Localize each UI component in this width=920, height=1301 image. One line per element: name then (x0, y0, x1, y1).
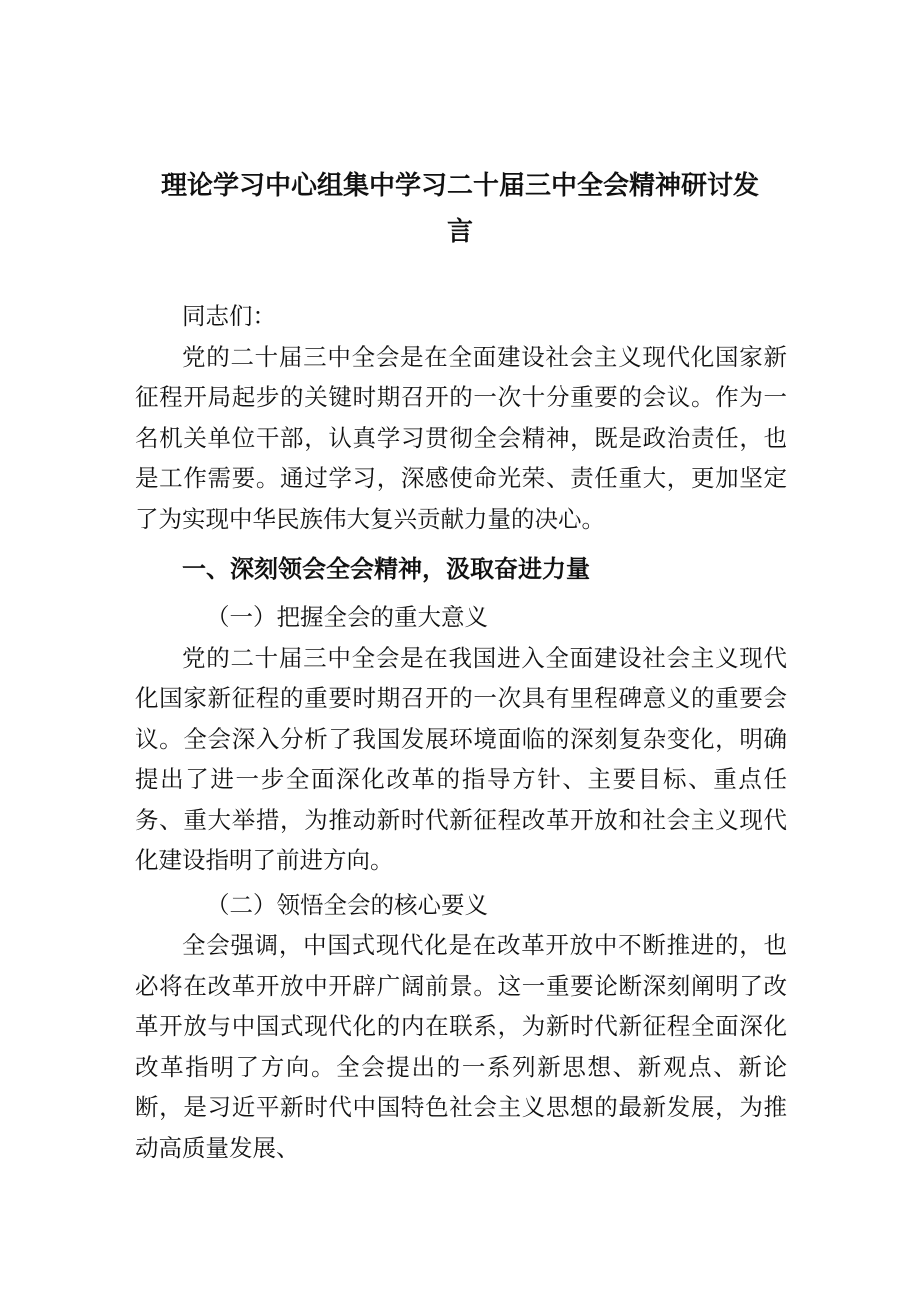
intro-paragraph: 党的二十届三中全会是在全面建设社会主义现代化国家新征程开局起步的关键时期召开的一次十分重要的会议。作为一名机关单位干部，认真学习贯彻全会精神，既是政治责任，也是工作需要。通过学习，深感使命光荣、责任重大，更加坚定了为实现中华民族伟大复兴贡献力量的决心。 (135, 342, 787, 533)
subsection-heading-2: （二）领悟全会的核心要义 (206, 890, 488, 919)
title-line-1: 理论学习中心组集中学习二十届三中全会精神研讨发 (160, 171, 759, 201)
document-body (135, 296, 787, 1168)
title-line-2: 言 (446, 217, 473, 247)
subsection-1-paragraph: 党的二十届三中全会是在我国进入全面建设社会主义现代化国家新征程的重要时期召开的一次具有里程碑意义的重要会议。全会深入分析了我国发展环境面临的深刻复杂变化，明确提出了进一步全面深化改革的指导方针、主要目标、重点任务、重大举措，为推动新时代新征程改革开放和社会主义现代化建设指明了前进方向。 (135, 643, 787, 874)
section-heading-1: 一、深刻领会全会精神，汲取奋进力量 (182, 555, 590, 583)
subsection-2-paragraph: 全会强调，中国式现代化是在改革开放中不断推进的，也必将在改革开放中开辟广阔前景。这一重要论断深刻阐明了改革开放与中国式现代化的内在联系，为新时代新征程全面深化改革指明了方向。全会提出的一系列新思想、新观点、新论断，是习近平新时代中国特色社会主义思想的最新发展，为推动高质量发展、 (135, 931, 787, 1162)
greeting: 同志们： (182, 302, 276, 330)
subsection-heading-1: （一）把握全会的重大意义 (206, 603, 488, 631)
document-title (135, 163, 785, 255)
